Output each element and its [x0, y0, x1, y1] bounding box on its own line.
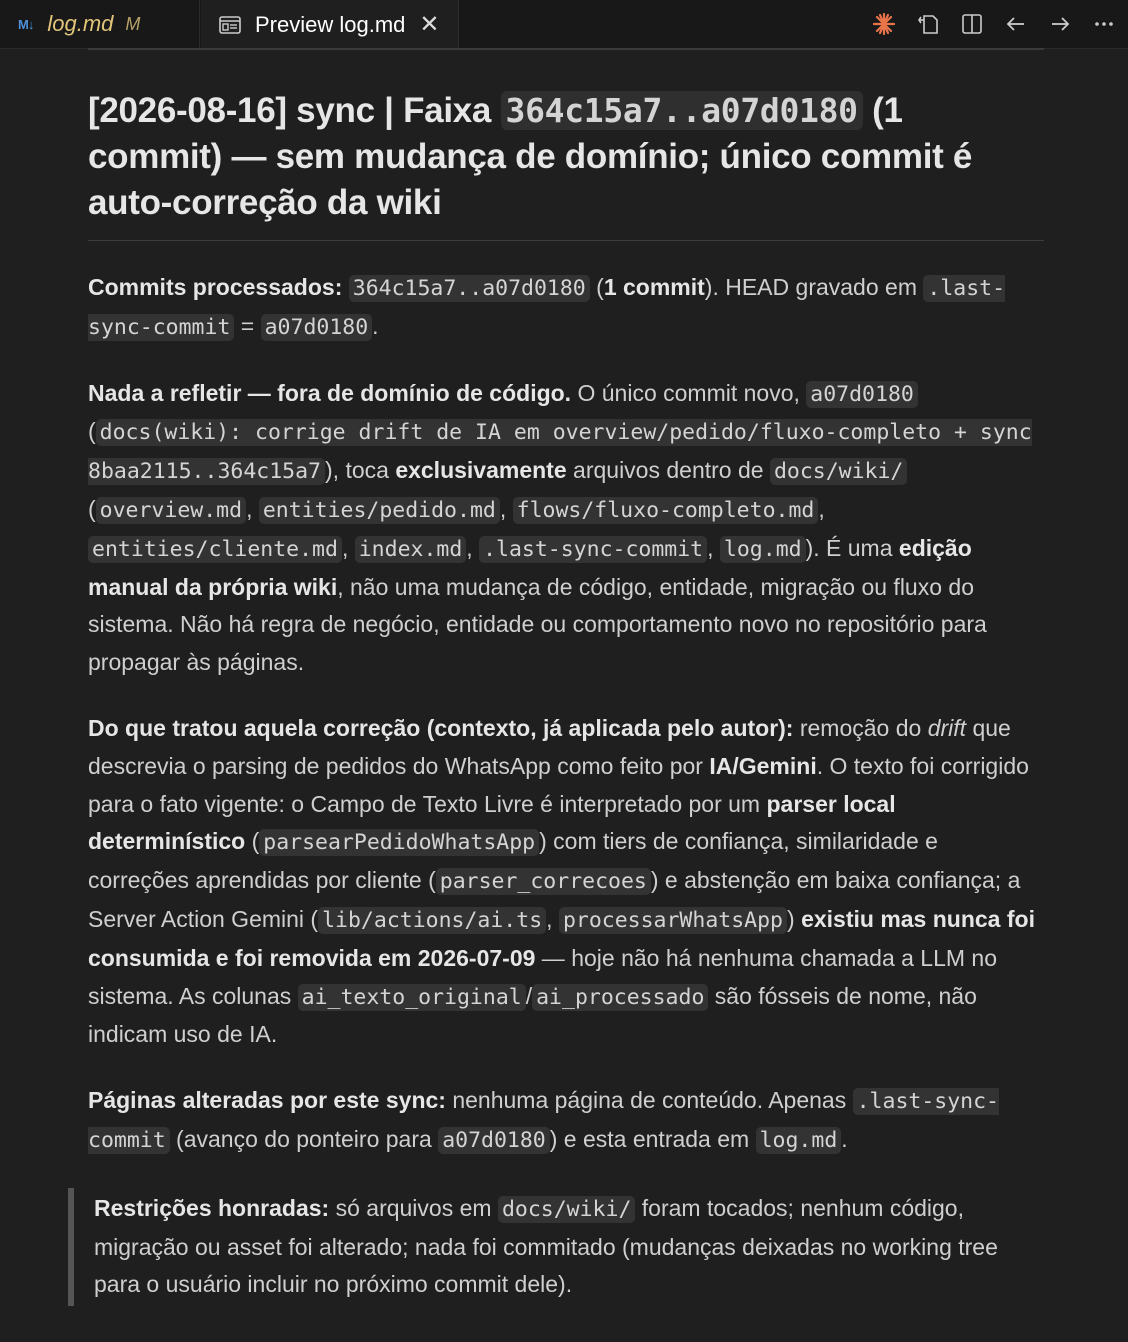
more-icon[interactable] [1092, 12, 1116, 36]
close-icon[interactable]: ✕ [419, 10, 440, 38]
split-editor-icon[interactable] [960, 12, 984, 36]
paragraph-contexto: Do que tratou aquela correção (contexto, já aplicada pelo autor): remoção do drift que descrevia o parsing de pedidos do WhatsApp como feito por IA/Gemini. O texto foi corrigido para o fato vigente: o Campo de Texto Livre é interpretado por um parser local determinístico ( parsearPedidoWhatsApp ) com tiers de confiança, similaridade e correções aprendidas por cliente ( parser_correcoes ) e abstenção em baixa confiança; a Server Action Gemini ( lib/actions/ai.ts , processarWhatsApp ) existiu mas nunca foi consumida e foi removida em 2026-07-09 — hoje não há nenhuma chamada a LLM no sistema. As colunas ai_texto_original / ai_processado são fósseis de nome, não indicam uso de IA. [88, 714, 1035, 1048]
inline-code: entities/cliente.md [88, 536, 342, 563]
tab-label: Preview log.md [255, 11, 406, 37]
copilot-icon[interactable] [872, 12, 896, 36]
inline-code: 364c15a7..a07d0180 [501, 91, 863, 130]
inline-code: index.md [355, 536, 467, 563]
inline-code: ai_processado [532, 984, 708, 1011]
inline-code: .last-sync-commit [88, 1089, 999, 1153]
markdown-preview [88, 48, 1044, 1306]
tab-label: log.md [47, 11, 114, 36]
inline-code: flows/fluxo-completo.md [513, 497, 819, 524]
inline-code: a07d0180 [806, 381, 918, 408]
page-title: [2026-08-16] sync | Faixa 364c15a7..a07d0180 (1 commit) — sem mudança de domínio; único commit é auto-correção da wiki [88, 88, 1044, 241]
paragraph-commits: Commits processados: 364c15a7..a07d0180 (1 commit). HEAD gravado em .last-sync-commit = a07d0180 . [88, 274, 1006, 340]
blockquote-restricoes [68, 1188, 1024, 1306]
inline-code: log.md [756, 1127, 842, 1154]
inline-code: lib/actions/ai.ts [318, 907, 546, 934]
inline-code: docs(wiki): corrige drift de IA em overview/pedido/fluxo-completo + sync 8baa2115..364c15a7 [88, 420, 1032, 485]
inline-code: .last-sync-commit [479, 536, 707, 563]
editor-actions [872, 0, 1116, 48]
tab-log-md[interactable] [0, 0, 200, 48]
paragraph-restricoes: Restrições honradas: só arquivos em docs/wiki/ foram tocados; nenhum código, migração ou asset foi alterado; nada foi commitado (mudanças deixadas no working tree para o usuário incluir no próximo commit dele). [94, 1194, 998, 1298]
preview-icon [219, 16, 241, 34]
inline-code: docs/wiki/ [770, 458, 907, 485]
back-icon[interactable] [1004, 12, 1028, 36]
forward-icon[interactable] [1048, 12, 1072, 36]
paragraph-nada-a-refletir: Nada a refletir — fora de domínio de código. O único commit novo, a07d0180 ( docs(wiki): corrige drift de IA em overview/pedido/fluxo-completo + sync 8baa2115..364c15a7 ), toca exclusivamente arquivos dentro de docs/wiki/ ( overview.md , entities/pedido.md , flows/fluxo-completo.md , entities/cliente.md , index.md , .last-sync-commit , log.md ). É uma edição manual da própria wiki, não uma mudança de código, entidade, migração ou fluxo do sistema. Não há regra de negócio, entidade ou comportamento novo no repositório para propagar às páginas. [88, 379, 1032, 676]
inline-code: docs/wiki/ [498, 1196, 635, 1223]
inline-code: overview.md [96, 497, 246, 524]
inline-code: entities/pedido.md [259, 497, 500, 524]
markdown-icon: M↓ [18, 16, 34, 32]
inline-code: a07d0180 [438, 1127, 550, 1154]
inline-code: parser_correcoes [436, 868, 651, 895]
tab-preview-log-md[interactable] [201, 0, 459, 49]
inline-code: processarWhatsApp [559, 907, 787, 934]
paragraph-paginas-alteradas: Páginas alteradas por este sync: nenhuma página de conteúdo. Apenas .last-sync-commit (avanço do ponteiro para a07d0180 ) e esta entrada em log.md . [88, 1087, 999, 1153]
inline-code: .last-sync-commit [88, 276, 1006, 340]
open-source-icon[interactable] [916, 12, 940, 36]
modified-indicator: M [125, 13, 141, 34]
inline-code: log.md [720, 536, 806, 563]
inline-code: ai_texto_original [298, 984, 526, 1011]
editor-tab-bar [0, 0, 1128, 49]
inline-code: 364c15a7..a07d0180 [349, 275, 590, 302]
inline-code: parsearPedidoWhatsApp [259, 829, 539, 856]
inline-code: a07d0180 [261, 314, 373, 341]
